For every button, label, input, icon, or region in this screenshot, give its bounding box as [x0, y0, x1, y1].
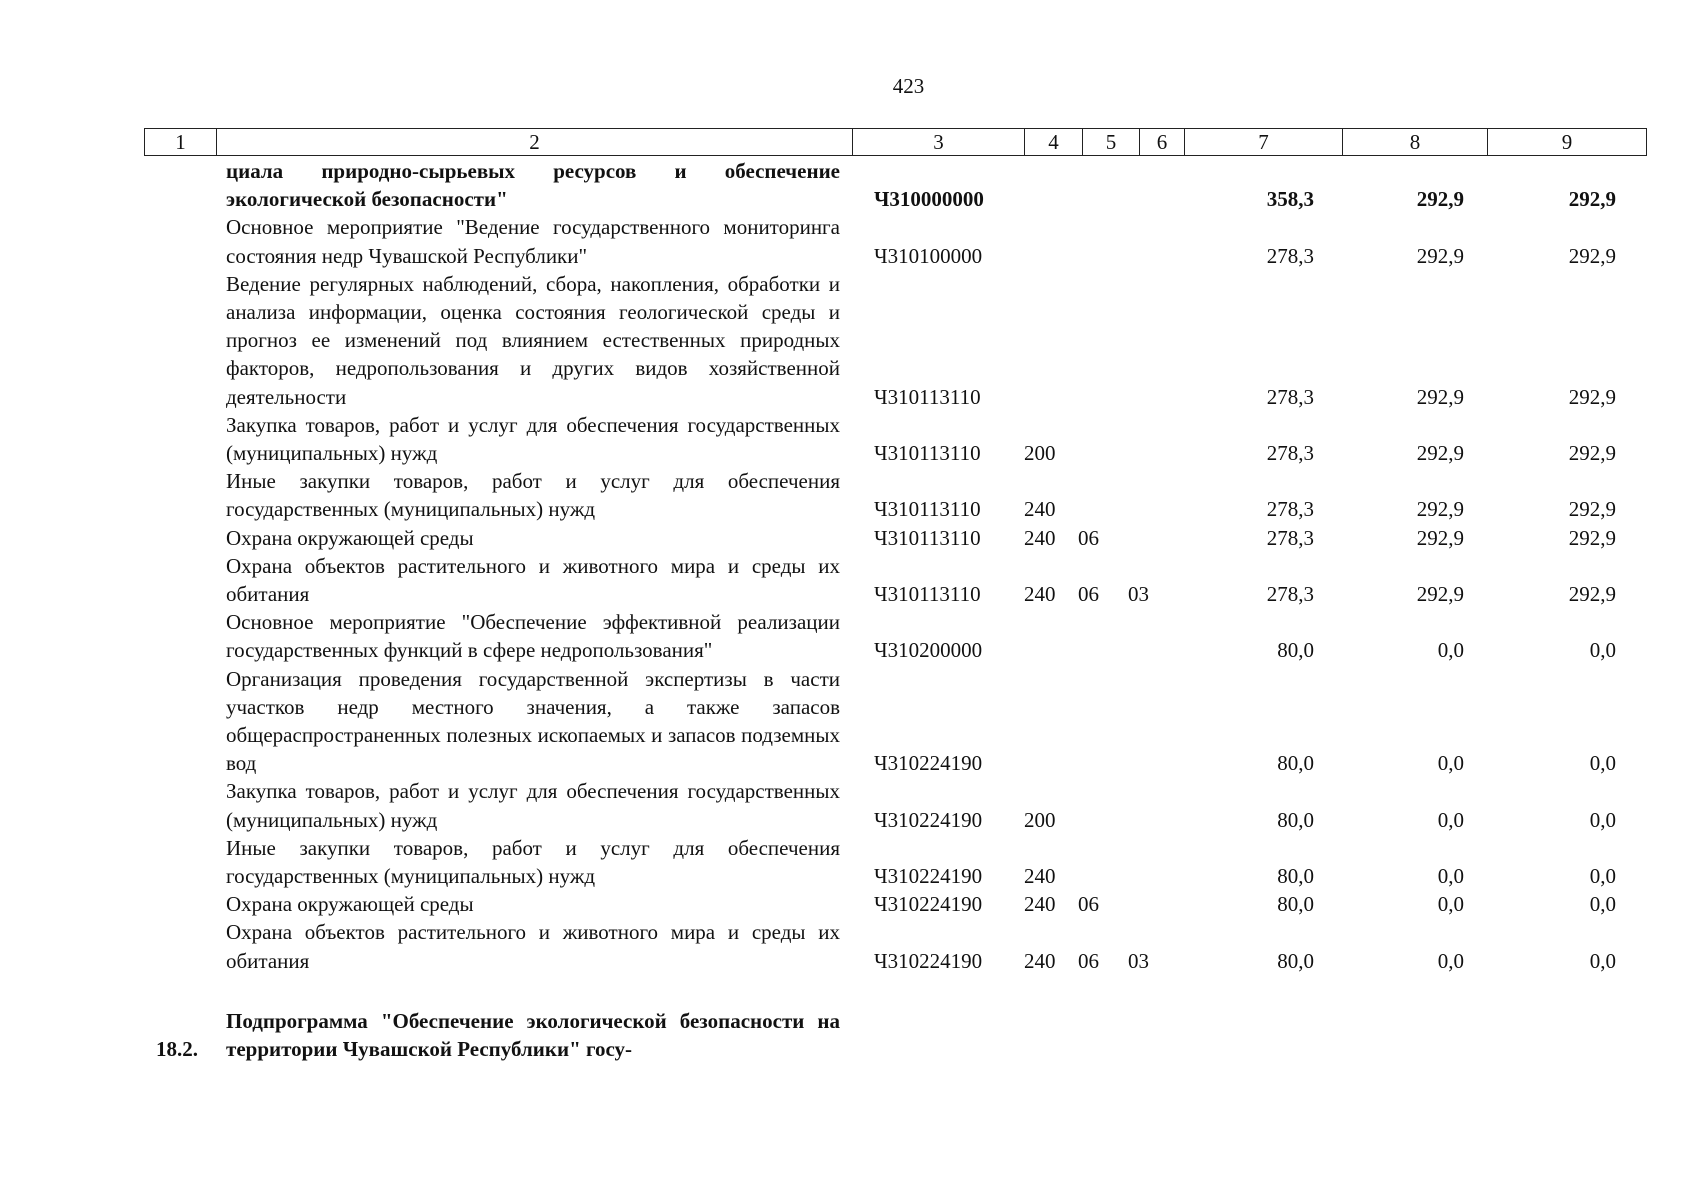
row-name: Закупка товаров, работ и услуг для обеспечения государственных (муниципальных) нужд: [226, 779, 840, 832]
target-article-code: Ч310113110: [874, 582, 981, 607]
expense-type: 240: [1024, 864, 1056, 889]
column-number: 5: [1083, 129, 1140, 156]
column-number: 3: [853, 129, 1025, 156]
amount-col-9: 292,9: [1568, 497, 1616, 522]
amount-col-8: 292,9: [1416, 582, 1464, 607]
table-row: [144, 270, 1649, 411]
column-number: 1: [145, 129, 217, 156]
page-number: 423: [892, 74, 925, 98]
amount-col-8: 292,9: [1416, 187, 1464, 212]
target-article-code: Ч310113110: [874, 497, 981, 522]
amount-col-8: 292,9: [1416, 441, 1464, 466]
amount-col-9: 292,9: [1568, 582, 1616, 607]
target-article-code: Ч310113110: [874, 384, 981, 409]
row-name: Подпрограмма "Обеспечение экологической безопасности на территории Чувашской Республики" госу-: [226, 1008, 840, 1062]
amount-col-7: 80,0: [1277, 948, 1314, 973]
section-spacer: [144, 975, 1649, 1007]
subsection: 03: [1128, 948, 1149, 973]
row-name: Организация проведения государственной экспертизы в части участков недр местного значения, а также запасов общераспространенных полезных ископаемых и запасов подземных вод: [226, 666, 840, 776]
table-row: [144, 608, 1649, 664]
row-name: Иные закупки товаров, работ и услуг для обеспечения государственных (муниципальных) нужд: [226, 835, 840, 889]
table-row: [144, 552, 1649, 608]
column-number: 4: [1025, 129, 1083, 156]
row-name: Иные закупки товаров, работ и услуг для обеспечения государственных (муниципальных) нужд: [226, 469, 840, 522]
target-article-code: Ч310000000: [874, 187, 984, 212]
target-article-code: Ч310113110: [874, 441, 981, 466]
table-row: [144, 213, 1649, 269]
subsection: 03: [1128, 582, 1149, 607]
amount-col-8: 292,9: [1416, 525, 1464, 550]
table-row: [144, 665, 1649, 778]
row-name: Охрана окружающей среды: [226, 892, 474, 917]
amount-col-7: 80,0: [1277, 751, 1314, 776]
section: 06: [1078, 948, 1099, 973]
row-name: Охрана объектов растительного и животного мира и среды их обитания: [226, 920, 840, 973]
amount-col-7: 278,3: [1266, 384, 1314, 409]
column-number-row: [145, 129, 1647, 156]
amount-col-8: 0,0: [1437, 948, 1464, 973]
column-number: 2: [217, 129, 853, 156]
amount-col-9: 292,9: [1568, 441, 1616, 466]
target-article-code: Ч310224190: [874, 948, 983, 973]
row-name: Основное мероприятие "Обеспечение эффективной реализации государственных функций в сфере недропользования": [226, 610, 840, 663]
amount-col-8: 0,0: [1437, 638, 1464, 663]
row-name: Основное мероприятие "Ведение государственного мониторинга состояния недр Чувашской Республики": [226, 215, 840, 268]
amount-col-9: 0,0: [1589, 751, 1616, 776]
expense-type: 200: [1024, 807, 1056, 832]
expense-type: 240: [1024, 948, 1056, 973]
expense-type: 200: [1024, 441, 1056, 466]
amount-col-9: 292,9: [1568, 384, 1616, 409]
amount-col-7: 80,0: [1277, 864, 1314, 889]
amount-col-9: 0,0: [1589, 864, 1616, 889]
table-row: [144, 777, 1649, 833]
amount-col-8: 292,9: [1416, 243, 1464, 268]
amount-col-8: 0,0: [1437, 892, 1464, 917]
amount-col-8: 292,9: [1416, 497, 1464, 522]
expense-type: 240: [1024, 892, 1056, 917]
column-header-table: [144, 128, 1647, 156]
row-name: циала природно-сырьевых ресурсов и обеспечение экологической безопасности": [226, 159, 840, 212]
amount-col-9: 0,0: [1589, 638, 1616, 663]
amount-col-9: 0,0: [1589, 948, 1616, 973]
table-row: [144, 157, 1649, 213]
target-article-code: Ч310113110: [874, 525, 981, 550]
target-article-code: Ч310224190: [874, 751, 983, 776]
amount-col-8: 0,0: [1437, 807, 1464, 832]
amount-col-7: 278,3: [1266, 582, 1314, 607]
amount-col-8: 0,0: [1437, 751, 1464, 776]
table-row: [144, 524, 1649, 552]
section: 06: [1078, 892, 1099, 917]
amount-col-9: 0,0: [1589, 807, 1616, 832]
target-article-code: Ч310224190: [874, 864, 983, 889]
amount-col-7: 278,3: [1266, 243, 1314, 268]
amount-col-9: 292,9: [1568, 525, 1616, 550]
amount-col-7: 80,0: [1277, 807, 1314, 832]
budget-table-body: [144, 157, 1649, 1063]
column-number: 8: [1343, 129, 1488, 156]
table-row: [144, 890, 1649, 918]
expense-type: 240: [1024, 497, 1056, 522]
row-name: Закупка товаров, работ и услуг для обеспечения государственных (муниципальных) нужд: [226, 412, 840, 466]
amount-col-8: 0,0: [1437, 864, 1464, 889]
column-number: 7: [1185, 129, 1343, 156]
row-name: Охрана объектов растительного и животного мира и среды их обитания: [226, 553, 840, 607]
table-row: [144, 834, 1649, 890]
target-article-code: Ч310224190: [874, 807, 983, 832]
target-article-code: Ч310224190: [874, 892, 983, 917]
table-row: [144, 411, 1649, 467]
table-row: [144, 467, 1649, 523]
amount-col-9: 0,0: [1589, 892, 1616, 917]
expense-type: 240: [1024, 582, 1056, 607]
amount-col-7: 278,3: [1266, 441, 1314, 466]
target-article-code: Ч310200000: [874, 638, 983, 663]
section: 06: [1078, 525, 1099, 550]
amount-col-8: 292,9: [1416, 384, 1464, 409]
table-row: [144, 918, 1649, 974]
amount-col-7: 278,3: [1266, 525, 1314, 550]
subprogram-row: [144, 1007, 1649, 1063]
column-number: 9: [1488, 129, 1647, 156]
amount-col-9: 292,9: [1568, 243, 1616, 268]
amount-col-7: 358,3: [1266, 187, 1314, 212]
expense-type: 240: [1024, 525, 1056, 550]
row-name: Охрана окружающей среды: [226, 525, 474, 550]
target-article-code: Ч310100000: [874, 243, 983, 268]
amount-col-7: 278,3: [1266, 497, 1314, 522]
row-number: 18.2.: [156, 1037, 198, 1062]
section: 06: [1078, 582, 1099, 607]
column-number: 6: [1140, 129, 1185, 156]
row-name: Ведение регулярных наблюдений, сбора, накопления, обработки и анализа информации, оценка состояния геологической среды и прогноз ее изменений под влиянием естественных природных факторов, недропользования и других видов хозяйственной деятельности: [226, 271, 840, 409]
amount-col-9: 292,9: [1568, 187, 1616, 212]
amount-col-7: 80,0: [1277, 892, 1314, 917]
amount-col-7: 80,0: [1277, 638, 1314, 663]
